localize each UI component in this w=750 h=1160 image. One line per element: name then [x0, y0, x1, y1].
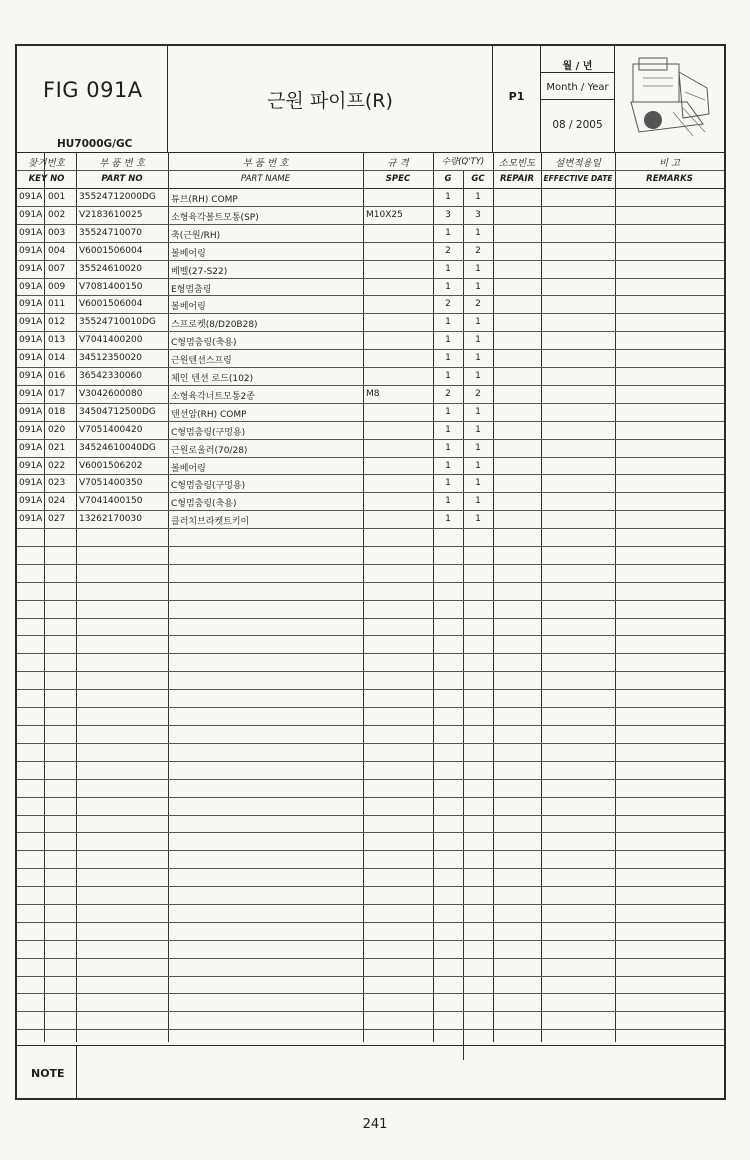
- table-row: [17, 457, 724, 475]
- col-part-name-ko: 부 품 번 호: [242, 158, 289, 169]
- part-number: 35524712000DG: [79, 192, 156, 202]
- row-divider: [17, 582, 724, 583]
- part-number: V6001506004: [79, 246, 143, 256]
- qty-g: 1: [445, 192, 451, 202]
- row-divider: [17, 850, 724, 851]
- qty-gc: 1: [475, 407, 481, 417]
- part-number: 35524710070: [79, 228, 142, 238]
- col-effective-date: EFFECTIVE DATE: [543, 174, 613, 183]
- key-number: 023: [48, 478, 66, 488]
- qty-gc: 3: [475, 210, 481, 220]
- qty-g: 1: [445, 353, 451, 363]
- part-number: V7051400350: [79, 478, 143, 488]
- row-divider: [17, 761, 724, 762]
- col-effective-ko: 설변적용일: [555, 158, 601, 169]
- qty-gc: 1: [475, 317, 481, 327]
- row-divider: [17, 689, 724, 690]
- fig-code: 091A: [19, 317, 43, 327]
- note-label: NOTE: [31, 1067, 65, 1080]
- qty-g: 3: [445, 210, 451, 220]
- qty-g: 2: [445, 389, 451, 399]
- col-qty-ko: 수량(Q'TY): [441, 157, 485, 167]
- qty-g: 1: [445, 371, 451, 381]
- table-row: [17, 331, 724, 349]
- fig-number: FIG 091A: [43, 78, 143, 102]
- fig-code: 091A: [19, 371, 43, 381]
- qty-g: 1: [445, 335, 451, 345]
- table-row: [17, 474, 724, 492]
- row-divider: [17, 743, 724, 744]
- part-name: C형멈춤링(축용): [171, 338, 237, 348]
- key-number: 021: [48, 443, 66, 453]
- model-name: HU7000G/GC: [57, 138, 133, 150]
- part-name: C형멈춤링(축용): [171, 499, 237, 509]
- row-divider: [17, 832, 724, 833]
- qty-gc: 1: [475, 228, 481, 238]
- thumbnail-cell: [615, 46, 724, 152]
- part-name: 축(근원/RH): [171, 231, 221, 241]
- qty-gc: 1: [475, 461, 481, 471]
- part-number: V6001506202: [79, 461, 143, 471]
- table-row: [17, 260, 724, 278]
- qty-g: 1: [445, 317, 451, 327]
- row-divider: [17, 1011, 724, 1012]
- col-part-no: PART NO: [101, 174, 143, 184]
- table-row: [17, 242, 724, 260]
- qty-g: 2: [445, 246, 451, 256]
- row-divider: [17, 958, 724, 959]
- row-divider: [17, 170, 724, 171]
- month-year-label-en: Month / Year: [546, 82, 609, 93]
- qty-g: 1: [445, 228, 451, 238]
- col-qty-g: G: [444, 174, 452, 184]
- col-spec-ko: 규 격: [387, 158, 409, 169]
- part-number: V7041400200: [79, 335, 143, 345]
- key-number: 027: [48, 514, 66, 524]
- key-number: 009: [48, 282, 66, 292]
- qty-gc: 1: [475, 282, 481, 292]
- month-year-cell: [541, 46, 615, 152]
- part-name: 볼베어링: [171, 464, 206, 474]
- table-row: [17, 278, 724, 296]
- page-cell: [493, 46, 541, 152]
- row-divider: [17, 797, 724, 798]
- qty-gc: 1: [475, 353, 481, 363]
- part-name: 스프로켓(8/D20B28): [171, 320, 258, 330]
- page-number: 241: [362, 1117, 388, 1132]
- fig-code: 091A: [19, 210, 43, 220]
- key-number: 012: [48, 317, 66, 327]
- divider: [541, 72, 614, 73]
- qty-gc: 1: [475, 192, 481, 202]
- qty-gc: 1: [475, 371, 481, 381]
- key-number: 002: [48, 210, 66, 220]
- col-key-no: KEY NO: [28, 174, 65, 184]
- qty-g: 1: [445, 496, 451, 506]
- row-divider: [17, 993, 724, 994]
- part-number: 35524710010DG: [79, 317, 156, 327]
- qty-g: 1: [445, 478, 451, 488]
- part-name: 볼베어링: [171, 249, 206, 259]
- table-row: [17, 349, 724, 367]
- fig-code: 091A: [19, 425, 43, 435]
- note-block: [17, 1045, 724, 1099]
- fig-code: 091A: [19, 264, 43, 274]
- qty-gc: 1: [475, 264, 481, 274]
- machine-thumbnail-icon: [623, 52, 717, 146]
- fig-code: 091A: [19, 335, 43, 345]
- part-number: 36542330060: [79, 371, 142, 381]
- table-row: [17, 492, 724, 510]
- fig-cell: [17, 46, 168, 152]
- key-number: 007: [48, 264, 66, 274]
- fig-code: 091A: [19, 514, 43, 524]
- row-divider: [17, 940, 724, 941]
- fig-code: 091A: [19, 461, 43, 471]
- fig-code: 091A: [19, 228, 43, 238]
- spec-value: M10X25: [366, 210, 403, 220]
- part-name: 튜브(RH) COMP: [171, 195, 238, 205]
- row-divider: [17, 904, 724, 905]
- table-row: [17, 295, 724, 313]
- qty-gc: 1: [475, 443, 481, 453]
- row-divider: [17, 868, 724, 869]
- col-key-no-ko: 찾기번호: [28, 158, 65, 169]
- row-divider: [17, 815, 724, 816]
- col-repair: REPAIR: [499, 174, 535, 184]
- row-divider: [17, 707, 724, 708]
- title-cell: [168, 46, 493, 152]
- part-name: 텐션암(RH) COMP: [171, 410, 247, 420]
- col-spec: SPEC: [385, 174, 411, 184]
- fig-code: 091A: [19, 407, 43, 417]
- qty-g: 2: [445, 299, 451, 309]
- part-name: 근원로울러(70/28): [171, 446, 248, 456]
- header-block: [17, 46, 724, 153]
- row-divider: [17, 922, 724, 923]
- parts-table: [17, 152, 724, 1042]
- row-divider: [17, 653, 724, 654]
- table-row: [17, 367, 724, 385]
- part-number: 34524610040DG: [79, 443, 156, 453]
- fig-code: 091A: [19, 282, 43, 292]
- qty-gc: 2: [475, 389, 481, 399]
- qty-gc: 1: [475, 514, 481, 524]
- row-divider: [17, 671, 724, 672]
- table-row: [17, 313, 724, 331]
- key-number: 013: [48, 335, 66, 345]
- row-divider: [17, 618, 724, 619]
- part-number: 34504712500DG: [79, 407, 156, 417]
- col-part-no-ko: 부 품 번 호: [99, 158, 145, 169]
- part-number: V6001506004: [79, 299, 143, 309]
- qty-gc: 1: [475, 478, 481, 488]
- row-divider: [17, 546, 724, 547]
- qty-g: 1: [445, 461, 451, 471]
- table-row: [17, 206, 724, 224]
- part-number: V2183610025: [79, 210, 143, 220]
- key-number: 022: [48, 461, 66, 471]
- sheet-number: P1: [508, 90, 525, 103]
- table-row: [17, 510, 724, 528]
- fig-code: 091A: [19, 192, 43, 202]
- key-number: 016: [48, 371, 66, 381]
- qty-gc: 1: [475, 496, 481, 506]
- note-divider: [76, 1046, 77, 1099]
- qty-gc: 1: [475, 335, 481, 345]
- key-number: 001: [48, 192, 66, 202]
- qty-gc: 1: [475, 425, 481, 435]
- divider: [541, 99, 614, 100]
- part-name: 체인 텐션 로드(102): [171, 374, 254, 384]
- part-number: V7081400150: [79, 282, 143, 292]
- table-row: [17, 439, 724, 457]
- row-divider: [17, 779, 724, 780]
- key-number: 018: [48, 407, 66, 417]
- part-name: 베벨(27-S22): [171, 267, 228, 277]
- fig-code: 091A: [19, 353, 43, 363]
- key-number: 003: [48, 228, 66, 238]
- col-remarks: REMARKS: [646, 174, 693, 184]
- key-number: 017: [48, 389, 66, 399]
- table-row: [17, 188, 724, 206]
- parts-list-frame: [15, 44, 726, 1100]
- fig-code: 091A: [19, 389, 43, 399]
- part-name: 근원텐션스프링: [171, 356, 232, 366]
- issue-date: 08 / 2005: [552, 119, 603, 131]
- qty-gc: 2: [475, 246, 481, 256]
- qty-g: 1: [445, 407, 451, 417]
- qty-g: 1: [445, 264, 451, 274]
- table-row: [17, 385, 724, 403]
- qty-g: 1: [445, 425, 451, 435]
- table-row: [17, 224, 724, 242]
- col-remarks-ko: 비 고: [658, 158, 681, 169]
- row-divider: [17, 528, 724, 529]
- qty-g: 1: [445, 443, 451, 453]
- table-row: [17, 421, 724, 439]
- col-qty-gc: GC: [471, 174, 485, 184]
- table-row: [17, 403, 724, 421]
- qty-gc: 2: [475, 299, 481, 309]
- qty-g: 1: [445, 282, 451, 292]
- part-number: V3042600080: [79, 389, 143, 399]
- row-divider: [17, 1029, 724, 1030]
- row-divider: [17, 600, 724, 601]
- part-number: V7051400420: [79, 425, 143, 435]
- part-number: 35524610020: [79, 264, 142, 274]
- part-number: 13262170030: [79, 514, 142, 524]
- part-name: 소형육각너트모통2종: [171, 392, 255, 402]
- fig-code: 091A: [19, 478, 43, 488]
- part-name: 소형육각볼트모통(SP): [171, 213, 259, 223]
- fig-code: 091A: [19, 246, 43, 256]
- row-divider: [17, 635, 724, 636]
- fig-code: 091A: [19, 443, 43, 453]
- key-number: 014: [48, 353, 66, 363]
- spec-value: M8: [366, 389, 380, 399]
- key-number: 024: [48, 496, 66, 506]
- part-name: C형멈춤링(구멍용): [171, 481, 246, 491]
- part-name: E형멈춤링: [171, 285, 212, 295]
- page-title: 근원 파이프(R): [267, 90, 393, 112]
- qty-g: 1: [445, 514, 451, 524]
- fig-code: 091A: [19, 299, 43, 309]
- col-part-name: PART NAME: [240, 174, 291, 184]
- row-divider: [17, 886, 724, 887]
- fig-code: 091A: [19, 496, 43, 506]
- row-divider: [17, 976, 724, 977]
- key-number: 020: [48, 425, 66, 435]
- row-divider: [17, 564, 724, 565]
- part-name: C형멈춤링(구멍용): [171, 428, 246, 438]
- col-repair-ko: 소모빈도: [498, 158, 536, 169]
- part-number: V7041400150: [79, 496, 143, 506]
- row-divider: [17, 725, 724, 726]
- part-name: 클러치브라켓트키이: [171, 517, 250, 527]
- part-number: 34512350020: [79, 353, 142, 363]
- key-number: 004: [48, 246, 66, 256]
- part-name: 볼베어링: [171, 302, 206, 312]
- month-year-label-ko: 월 / 년: [562, 61, 593, 72]
- key-number: 011: [48, 299, 66, 309]
